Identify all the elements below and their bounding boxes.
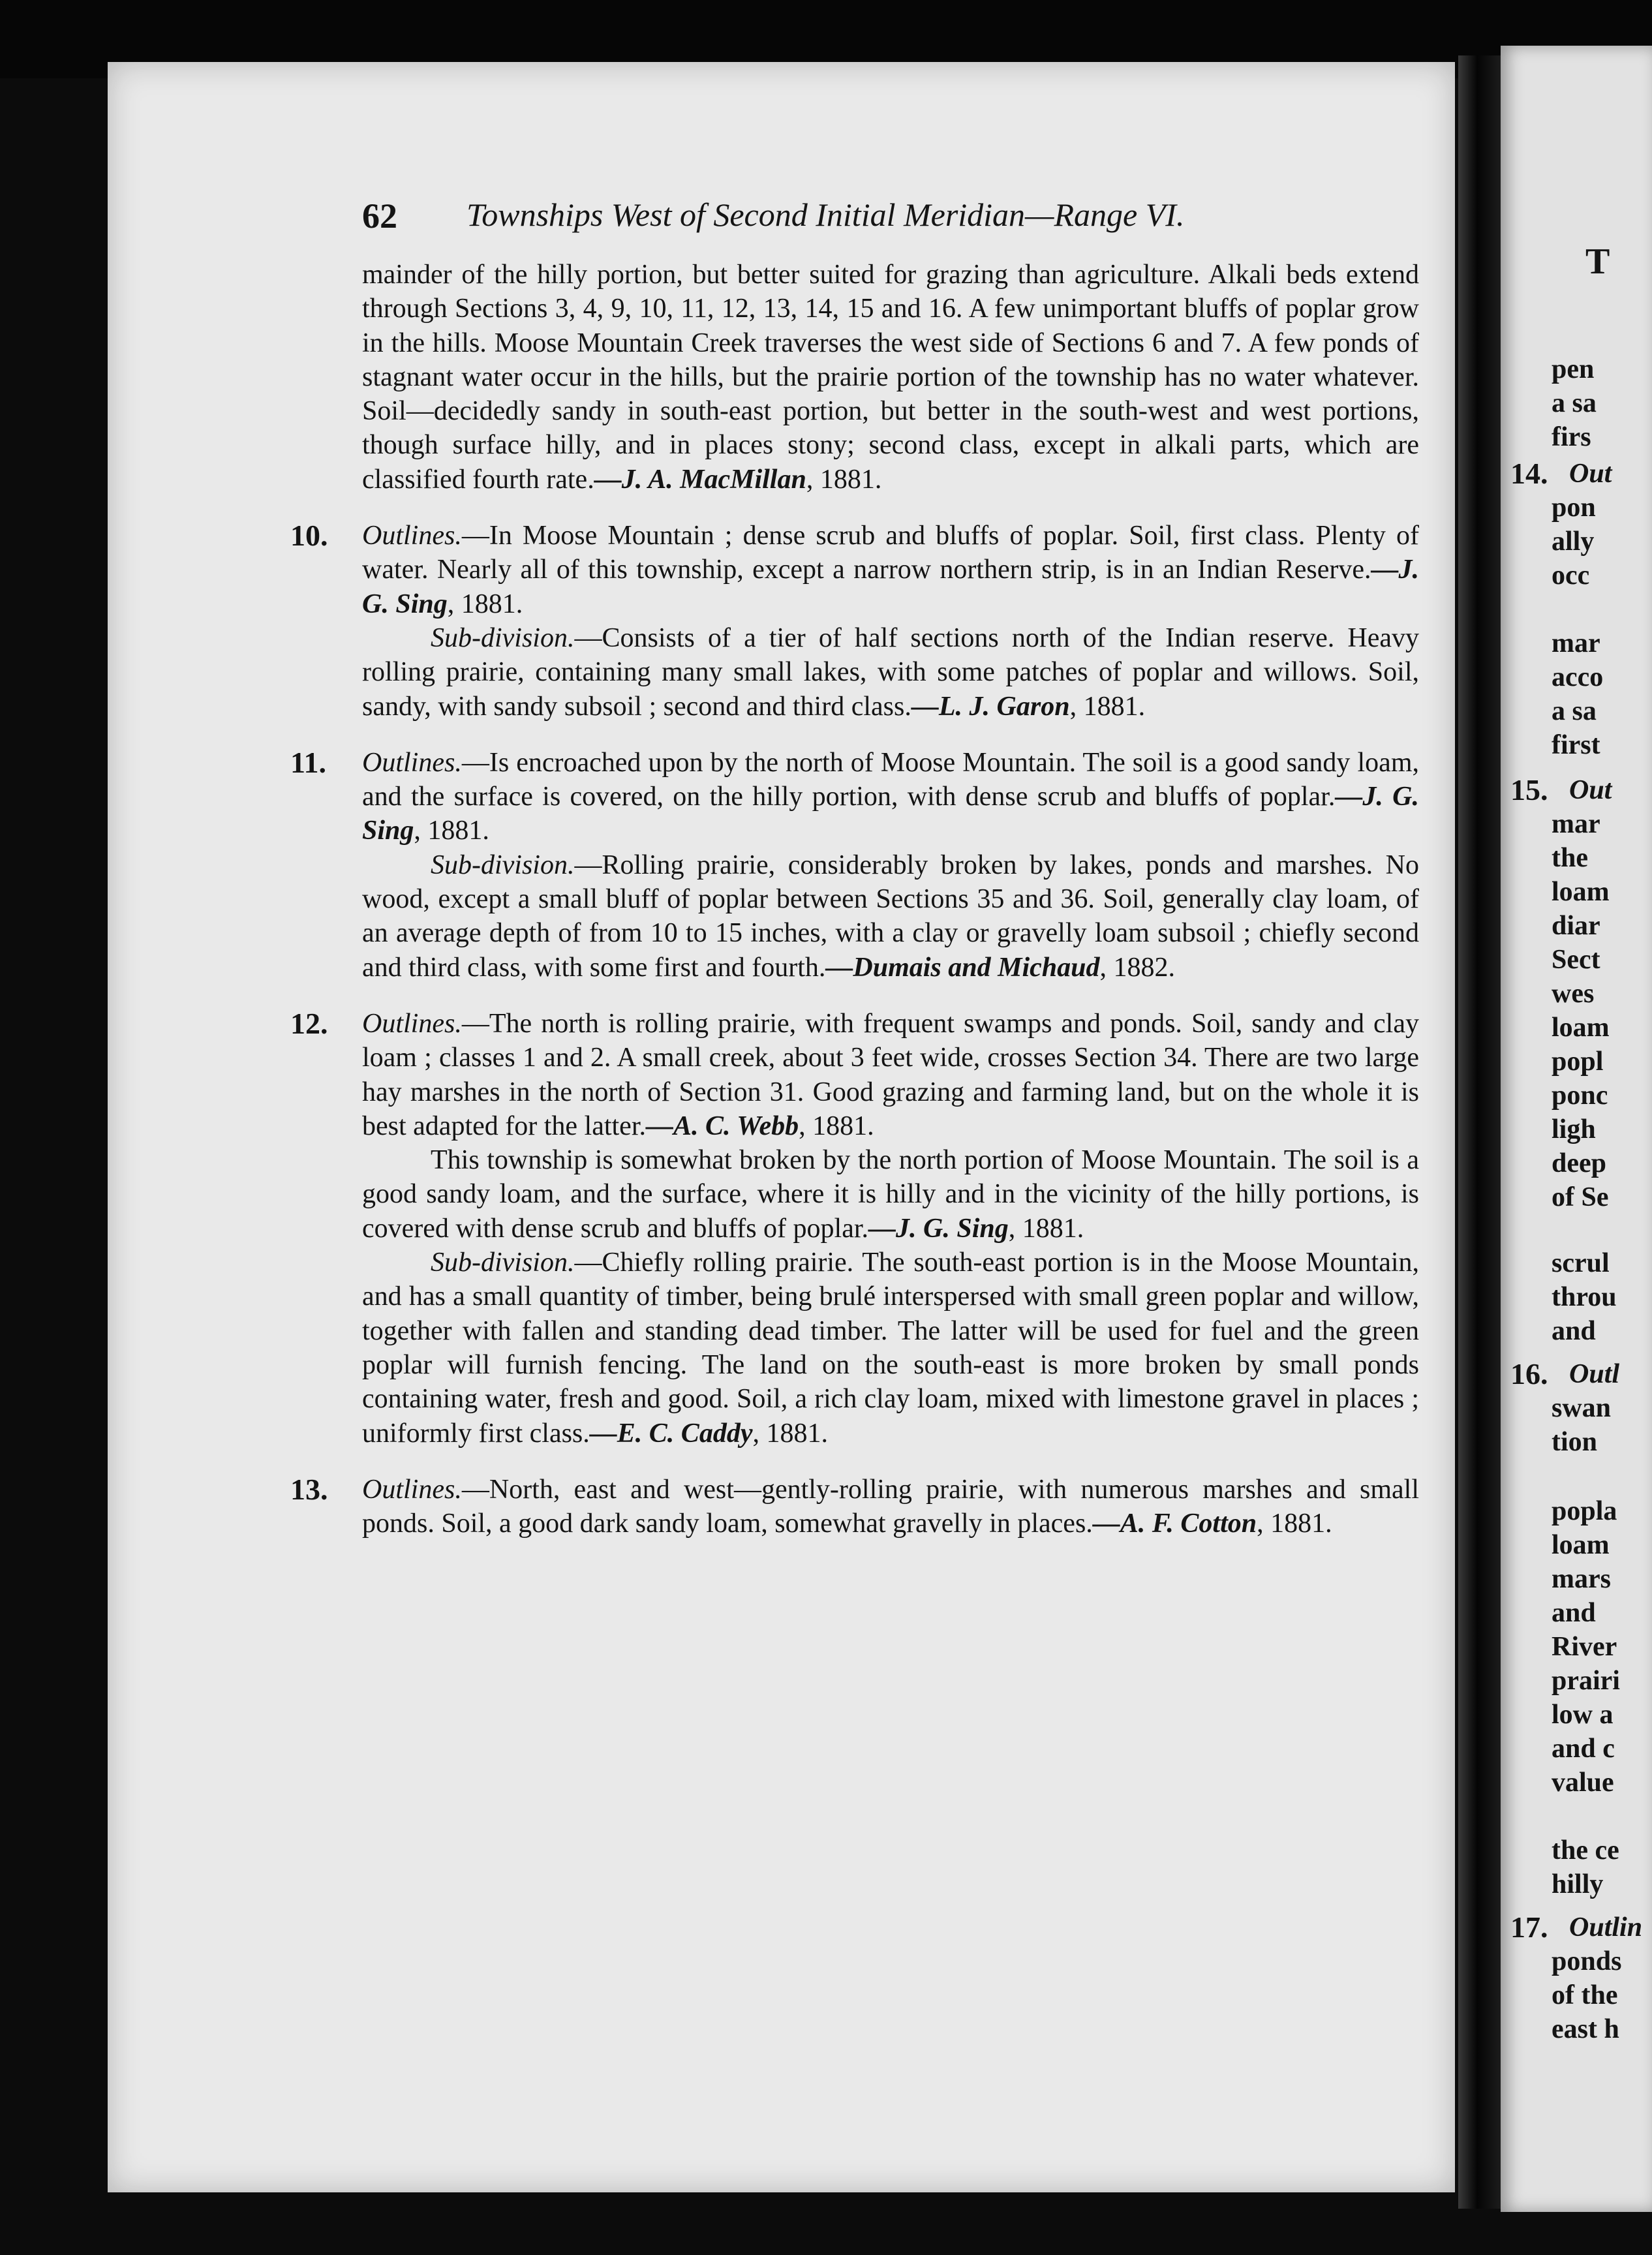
- right-page-text-fragment: ally: [1552, 527, 1595, 557]
- township-number: 13.: [290, 1472, 328, 1506]
- right-page-text-fragment: loam: [1552, 1013, 1610, 1043]
- subdivision-paragraph: [362, 1246, 1419, 1450]
- subdivision-label: Sub-division.: [431, 850, 575, 880]
- year: , 1881.: [806, 464, 882, 495]
- year: , 1882.: [1099, 952, 1175, 983]
- right-page-text-fragment: and: [1552, 1598, 1596, 1628]
- right-page-text-fragment: Sect: [1552, 945, 1600, 975]
- right-page-text-fragment: and c: [1552, 1734, 1615, 1764]
- right-page-text-fragment: a sa: [1552, 388, 1597, 418]
- right-page-fragments: [1501, 46, 1652, 2212]
- right-page-text-fragment: deep: [1552, 1148, 1606, 1178]
- paragraph-text: —Is encroached upon by the north of Moose Mountain. The soil is a good sandy loam, and the surface is covered, on the hilly portion, with dense scrub and bluffs of poplar.: [362, 747, 1419, 812]
- year: , 1881.: [1257, 1509, 1332, 1539]
- outlines-label: Outlines.: [362, 1008, 462, 1039]
- right-page-township-number: 15.: [1510, 773, 1548, 806]
- paragraph-text: —North, east and west—gently-rolling prairie, with numerous marshes and small ponds. Soil, a good dark sandy loam, somewhat gravelly in places.: [362, 1474, 1419, 1539]
- right-page-text-fragment: loam: [1552, 877, 1610, 907]
- outlines-label: Outlines.: [362, 1474, 462, 1505]
- paragraph-text: This township is somewhat broken by the north portion of Moose Mountain. The soil is a good sandy loam, and the surface, where it is hilly and in the vicinity of the hilly portions, is covered with dense scrub and bluffs of poplar.: [362, 1145, 1419, 1244]
- right-page-township-number: 17.: [1510, 1910, 1548, 1944]
- right-page-text-fragment: pen: [1552, 354, 1595, 384]
- right-page-text-fragment: prairi: [1552, 1666, 1620, 1696]
- book-gutter: [1458, 55, 1501, 2209]
- right-page-text-fragment: of the: [1552, 1980, 1618, 2010]
- continuation-paragraph: [362, 258, 1419, 497]
- right-page-text-fragment: and: [1552, 1316, 1596, 1346]
- author: —J. G. Sing: [362, 782, 1419, 846]
- township-number: 10.: [290, 519, 328, 553]
- right-page-text-fragment: mar: [1552, 628, 1600, 658]
- paragraph-text: —Chiefly rolling prairie. The south-east portion is in the Moose Mountain, and has a small quantity of timber, being brulé interspersed with small green poplar and willow, together with fallen and standing dead timber. The latter will be used for fuel and the green poplar will furnish fencing. The land on the south-east is more broken by small ponds containing water, fresh and good. Soil, a rich clay loam, mixed with limestone gravel in places ; uniformly first class.: [362, 1248, 1419, 1449]
- right-page-text-fragment: hilly: [1552, 1869, 1604, 1899]
- right-page-text-fragment: firs: [1552, 422, 1591, 452]
- right-page-township-number: 14.: [1510, 457, 1548, 490]
- continuation-text: mainder of the hilly portion, but better suited for grazing than agriculture. Alkali beds extend through Sections 3, 4, 9, 10, 11, 12, 13, 14, 15 and 16. A few unimportant bluffs of poplar grow in the hills. Moose Mountain Creek traverses the west side of Sections 6 and 7. A few ponds of stagnant water occur in the hills, but the prairie portion of the township has no water whatever. Soil—decidedly sandy in south-east portion, but better in the south-west and west portions, though surface hilly, and in places stony; second class, except in alkali parts, which are classified fourth rate.: [362, 260, 1419, 495]
- author: —J. G. Sing: [362, 555, 1419, 619]
- year: , 1881.: [1069, 691, 1146, 722]
- paragraph-text: —The north is rolling prairie, with frequent swamps and ponds. Soil, sandy and clay loam ; classes 1 and 2. A small creek, about 3 feet wide, crosses Section 34. There are two large hay marshes in the north of Section 31. Good grazing and farming land, but on the whole it is best adapted for the latter.: [362, 1008, 1419, 1141]
- township-entry: [290, 519, 1419, 621]
- entries: [290, 519, 1419, 1541]
- right-page-text-fragment: first: [1552, 730, 1600, 760]
- right-page-township-number: 16.: [1510, 1357, 1548, 1390]
- right-page-text-fragment: ligh: [1552, 1114, 1596, 1144]
- year: , 1881.: [1008, 1213, 1084, 1244]
- right-page-text-fragment: Out: [1569, 775, 1612, 805]
- right-page-text-fragment: pon: [1552, 493, 1596, 523]
- author: —J. A. MacMillan: [594, 464, 806, 495]
- right-page-text-fragment: east h: [1552, 2014, 1619, 2044]
- page-number: 62: [362, 196, 397, 236]
- author: —E. C. Caddy: [589, 1418, 753, 1449]
- right-page-text-fragment: the: [1552, 843, 1588, 873]
- right-page-text-fragment: throu: [1552, 1282, 1617, 1312]
- right-page-text-fragment: popl: [1552, 1047, 1604, 1077]
- paragraph-text: —Consists of a tier of half sections north of the Indian reserve. Heavy rolling prairie, containing many small lakes, with some patches of poplar and willows. Soil, sandy, with sandy subsoil ; second and third class.: [362, 622, 1419, 722]
- subdivision-paragraph: [362, 848, 1419, 985]
- author: —J. G. Sing: [868, 1213, 1009, 1244]
- right-page-text-fragment: the ce: [1552, 1835, 1619, 1865]
- right-page-text-fragment: Outl: [1569, 1359, 1620, 1389]
- right-page-text-fragment: tion: [1552, 1427, 1598, 1457]
- year: , 1881.: [799, 1111, 874, 1141]
- paragraph-text: —In Moose Mountain ; dense scrub and bluffs of poplar. Soil, first class. Plenty of water. Nearly all of this township, except a narrow northern strip, is in an Indian Reserve.: [362, 521, 1419, 585]
- township-entry: [290, 1472, 1419, 1541]
- right-page-text-fragment: ponc: [1552, 1081, 1608, 1111]
- right-page-header-fragment: T: [1585, 241, 1610, 282]
- right-page-text-fragment: value: [1552, 1768, 1614, 1798]
- author: —A. F. Cotton: [1092, 1509, 1257, 1539]
- running-head: [362, 196, 1380, 248]
- page-body: [290, 258, 1419, 1541]
- right-page-text-fragment: mar: [1552, 809, 1600, 839]
- year: , 1881.: [414, 816, 489, 846]
- paragraph-text: —Rolling prairie, considerably broken by lakes, ponds and marshes. No wood, except a small bluff of poplar between Sections 35 and 36. Soil, generally clay loam, of an average depth of from 10 to 15 inches, with a clay or gravelly loam subsoil ; chiefly second and third class, with some first and fourth.: [362, 850, 1419, 983]
- subdivision-label: Sub-division.: [431, 622, 575, 653]
- right-page-text-fragment: a sa: [1552, 696, 1597, 726]
- right-page-text-fragment: swan: [1552, 1393, 1612, 1423]
- right-page-text-fragment: River: [1552, 1632, 1617, 1662]
- subdivision-paragraph: [362, 621, 1419, 724]
- right-page-text-fragment: of Se: [1552, 1182, 1609, 1212]
- author: —A. C. Webb: [646, 1111, 799, 1141]
- right-page-text-fragment: scrul: [1552, 1248, 1610, 1278]
- township-number: 12.: [290, 1006, 328, 1040]
- outlines-label: Outlines.: [362, 521, 462, 551]
- township-number: 11.: [290, 745, 326, 779]
- township-entry: [290, 745, 1419, 848]
- right-page-text-fragment: Outlin: [1569, 1912, 1643, 1942]
- author: —Dumais and Michaud: [825, 952, 1100, 983]
- right-page: [1501, 46, 1652, 2212]
- year: , 1881.: [752, 1418, 828, 1449]
- right-page-text-fragment: low a: [1552, 1700, 1614, 1730]
- right-page-text-fragment: diar: [1552, 911, 1600, 941]
- right-page-text-fragment: mars: [1552, 1564, 1611, 1594]
- right-page-text-fragment: loam: [1552, 1530, 1610, 1560]
- entry-paragraph: [362, 1143, 1419, 1246]
- author: —L. J. Garon: [911, 691, 1070, 722]
- page-title: Townships West of Second Initial Meridian—Range VI.: [467, 196, 1185, 233]
- right-page-text-fragment: Out: [1569, 459, 1612, 489]
- township-entry: [290, 1006, 1419, 1143]
- right-page-text-fragment: occ: [1552, 560, 1590, 591]
- right-page-text-fragment: acco: [1552, 662, 1604, 692]
- subdivision-label: Sub-division.: [431, 1248, 575, 1278]
- right-page-text-fragment: wes: [1552, 979, 1595, 1009]
- right-page-text-fragment: ponds: [1552, 1946, 1622, 1976]
- outlines-label: Outlines.: [362, 747, 462, 778]
- right-page-text-fragment: popla: [1552, 1496, 1617, 1526]
- year: , 1881.: [447, 589, 523, 619]
